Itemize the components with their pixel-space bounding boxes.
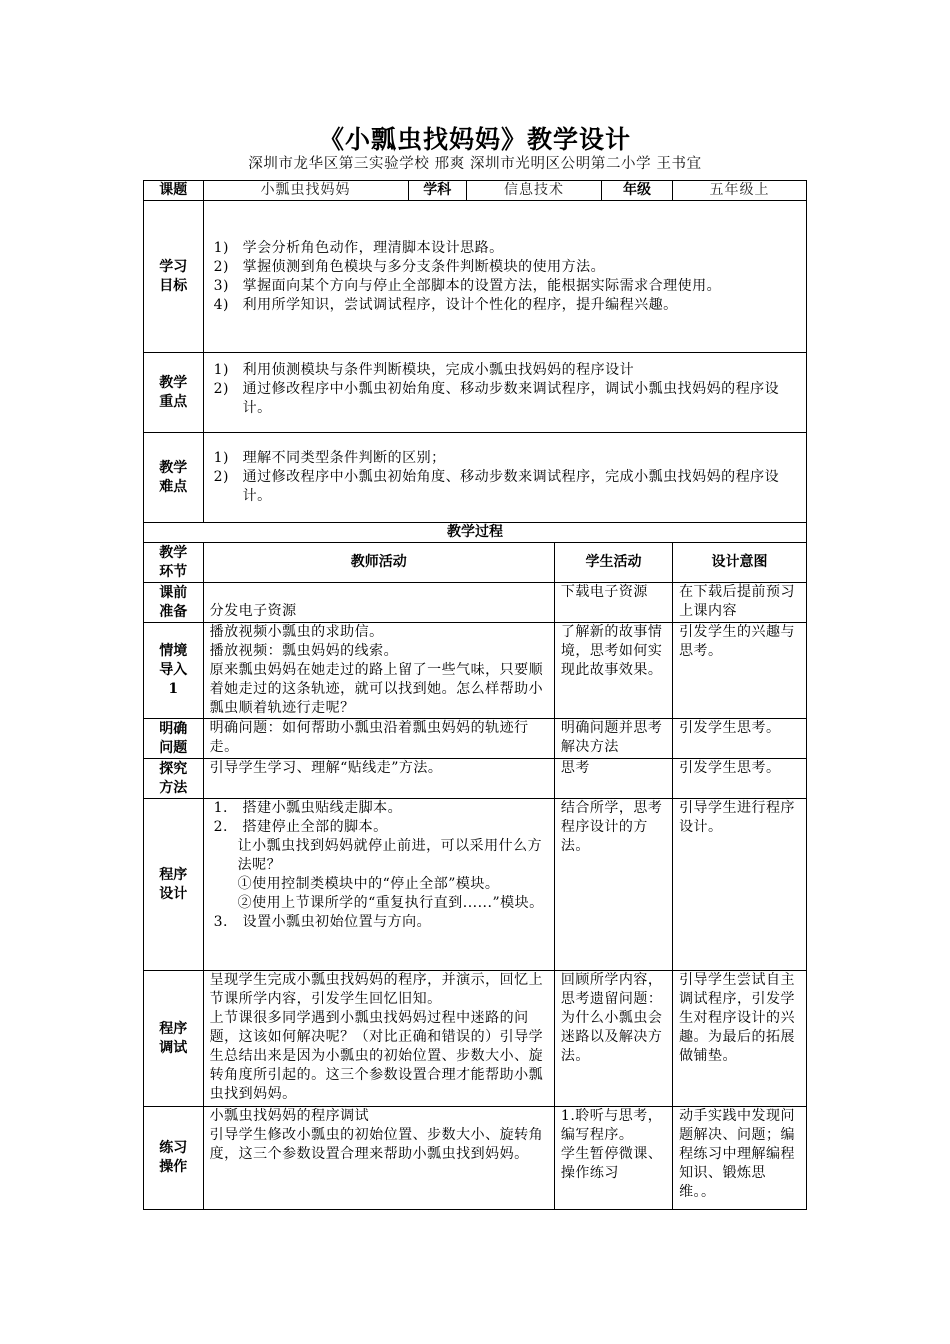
- step-detail: 让小瓢虫找到妈妈就停止前进，可以采用什么方法呢？: [237, 838, 543, 873]
- process-title-row: [144, 523, 807, 543]
- stage-cell: 探究 方法: [144, 759, 204, 799]
- process-row: [144, 799, 807, 971]
- step-item: 2. 搭建停止全部的脚本。: [213, 819, 388, 835]
- process-header-row: [144, 543, 807, 583]
- teacher-activity: 明确问题：如何帮助小瓢虫沿着瓢虫妈妈的轨迹行走。: [203, 719, 554, 759]
- authors-line: 深圳市龙华区第三实验学校 邢爽 深圳市光明区公明第二小学 王书宜: [248, 156, 702, 172]
- objective-item: 4) 利用所学知识，尝试调试程序，设计个性化的程序，提升编程兴趣。: [213, 296, 678, 313]
- subject-label: 学科: [408, 181, 467, 201]
- stage-cell: 程序 设计: [144, 799, 204, 971]
- key-point-item: 2) 通过修改程序中小瓢虫初始角度、移动步数来调试程序，调试小瓢虫找妈妈的程序设计。: [213, 381, 780, 416]
- stage-cell: 课前 准备: [144, 583, 204, 623]
- student-header: 学生活动: [554, 543, 672, 583]
- student-activity: 思考: [554, 759, 672, 799]
- course-value: 小瓢虫找妈妈: [203, 181, 408, 201]
- teacher-activity: 播放视频小瓢虫的求助信。 播放视频：瓢虫妈妈的线索。 原来瓢虫妈妈在她走过的路上留了一些气味，只要顺着她走过的这条轨迹，就可以找到她。怎么样帮助小瓢虫顺着轨迹行走呢？: [203, 623, 554, 719]
- student-activity: 下载电子资源: [554, 583, 672, 623]
- key-points-list: [210, 361, 800, 418]
- program-steps-list-end: [210, 913, 548, 932]
- intent-header: 设计意图: [673, 543, 807, 583]
- objective-item: 3) 掌握面向某个方向与停止全部脚本的设置方法，能根据实际需求合理使用。: [213, 277, 722, 294]
- step-item: 1. 搭建小瓢虫贴线走脚本。: [213, 800, 403, 816]
- design-intent: 在下载后提前预习上课内容: [673, 583, 807, 623]
- design-intent: 引导学生尝试自主调试程序，引发学生对程序设计的兴趣。为最后的拓展做铺垫。: [673, 971, 807, 1107]
- step-detail: ②使用上节课所学的“重复执行直到......”模块。: [237, 895, 544, 911]
- step-detail: ①使用控制类模块中的“停止全部”模块。: [237, 876, 500, 892]
- process-row: [144, 583, 807, 623]
- key-points-content: [203, 353, 806, 433]
- difficulties-content: [203, 433, 806, 523]
- process-title: 教学过程: [144, 523, 807, 543]
- student-activity: 明确问题并思考解决方法: [554, 719, 672, 759]
- stage-header: 教学 环节: [144, 543, 204, 583]
- difficulty-item: 1) 理解不同类型条件判断的区别；: [213, 450, 446, 466]
- process-row: [144, 971, 807, 1107]
- student-activity: 回顾所学内容，思考遗留问题：为什么小瓢虫会迷路以及解决方法。: [554, 971, 672, 1107]
- objectives-content: [203, 201, 806, 353]
- subject-value: 信息技术: [467, 181, 602, 201]
- lesson-plan-table: [143, 180, 807, 1210]
- student-activity: 了解新的故事情境，思考如何实现此故事效果。: [554, 623, 672, 719]
- page-title: 《小瓢虫找妈妈》教学设计: [318, 125, 631, 154]
- teacher-activity: 呈现学生完成小瓢虫找妈妈的程序，并演示，回忆上节课所学内容，引发学生回忆旧知。 上节课很多同学遇到小瓢虫找妈妈过程中迷路的问题，这该如何解决呢？（对比正确和错误的）引导学生总结出来是因为小瓢虫的初始位置、步数大小、旋转角度所引起的。这三个参数设置合理才能帮助小瓢虫找到妈妈。: [203, 971, 554, 1107]
- grade-label: 年级: [601, 181, 672, 201]
- process-row: [144, 759, 807, 799]
- key-points-row: [144, 353, 807, 433]
- info-row: [144, 181, 807, 201]
- key-point-item: 1) 利用侦测模块与条件判断模块，完成小瓢虫找妈妈的程序设计: [213, 362, 635, 378]
- process-row: [144, 623, 807, 719]
- objectives-list: [210, 239, 800, 315]
- design-intent: 引发学生思考。: [673, 759, 807, 799]
- student-activity: 结合所学，思考程序设计的方法。: [554, 799, 672, 971]
- design-intent: 动手实践中发现问题解决、问题；编程练习中理解编程知识、锻炼思维。。: [673, 1107, 807, 1210]
- difficulties-list: [210, 449, 800, 506]
- objectives-row: [144, 201, 807, 353]
- objective-item: 1) 学会分析角色动作，理清脚本设计思路。: [213, 239, 504, 256]
- stage-cell: 明确 问题: [144, 719, 204, 759]
- objective-item: 2) 掌握侦测到角色模块与多分支条件判断模块的使用方法。: [213, 258, 606, 275]
- student-activity: 1.聆听与思考，编写程序。 学生暂停微课、操作练习: [554, 1107, 672, 1210]
- difficulties-row: [144, 433, 807, 523]
- stage-cell: 情境 导入 1: [144, 623, 204, 719]
- design-intent: 引发学生思考。: [673, 719, 807, 759]
- program-steps-list: [210, 799, 548, 837]
- objectives-label: 学习 目标: [144, 201, 204, 353]
- teacher-header: 教师活动: [203, 543, 554, 583]
- stage-cell: 程序 调试: [144, 971, 204, 1107]
- process-row: [144, 1107, 807, 1210]
- course-label: 课题: [144, 181, 204, 201]
- process-row: [144, 719, 807, 759]
- teacher-activity: [203, 799, 554, 971]
- step-item: 3. 设置小瓢虫初始位置与方向。: [213, 914, 432, 930]
- teacher-activity: 分发电子资源: [203, 583, 554, 623]
- design-intent: 引导学生进行程序设计。: [673, 799, 807, 971]
- difficulties-label: 教学 难点: [144, 433, 204, 523]
- teacher-activity: 小瓢虫找妈妈的程序调试 引导学生修改小瓢虫的初始位置、步数大小、旋转角度，这三个参数设置合理来帮助小瓢虫找到妈妈。: [203, 1107, 554, 1210]
- grade-value: 五年级上: [673, 181, 807, 201]
- teacher-activity: 引导学生学习、理解“贴线走”方法。: [203, 759, 554, 799]
- key-points-label: 教学 重点: [144, 353, 204, 433]
- design-intent: 引发学生的兴趣与思考。: [673, 623, 807, 719]
- stage-cell: 练习 操作: [144, 1107, 204, 1210]
- difficulty-item: 2) 通过修改程序中小瓢虫初始角度、移动步数来调试程序，完成小瓢虫找妈妈的程序设计。: [213, 469, 780, 504]
